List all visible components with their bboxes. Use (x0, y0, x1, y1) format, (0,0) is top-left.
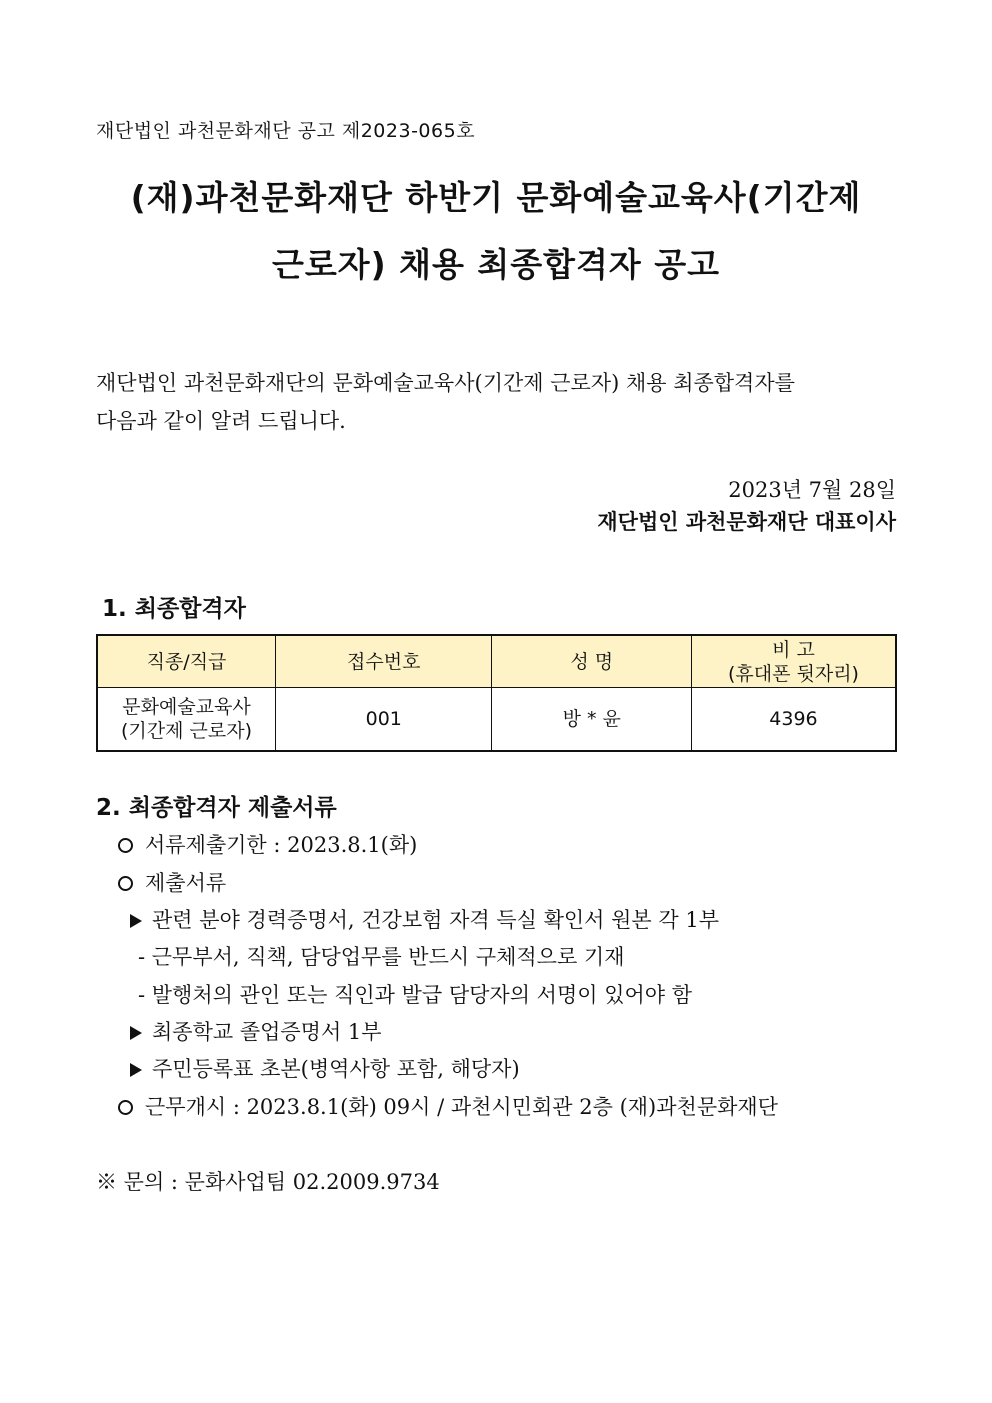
page-title-line-2: 근로자) 채용 최종합격자 공고 (271, 245, 721, 284)
announcement-date: 2023년 7월 28일 (728, 478, 896, 502)
cell-job-title-line-2: (기간제 근로자) (121, 720, 253, 742)
header-job-title: 직종/직급 (97, 635, 276, 688)
section-1-heading: 1. 최종합격자 (102, 596, 246, 622)
header-remarks-line-1: 비 고 (772, 638, 815, 661)
open-circle-icon (118, 838, 133, 853)
cell-name: 방 * 윤 (492, 688, 691, 752)
intro-line-2: 다음과 같이 알려 드립니다. (96, 409, 346, 433)
page-title-line-1: (재)과천문화재단 하반기 문화예술교육사(기간제 (130, 178, 862, 217)
header-remarks-line-2: (휴대폰 뒷자리) (727, 662, 859, 685)
cell-application-number: 001 (276, 688, 492, 752)
open-circle-icon (118, 1100, 133, 1115)
cell-job-title (97, 688, 276, 752)
header-name: 성 명 (492, 635, 691, 688)
right-triangle-icon (130, 1026, 142, 1040)
cell-job-title-line-1: 문화예술교육사 (122, 696, 251, 718)
list-item: - 발행처의 관인 또는 직인과 발급 담당자의 서명이 있어야 함 (138, 983, 693, 1007)
list-item-text: 관련 분야 경력증명서, 건강보험 자격 득실 확인서 원본 각 1부 (152, 908, 719, 932)
list-item (130, 1016, 382, 1046)
intro-paragraph (96, 364, 898, 440)
list-item-text: 서류제출기한 : 2023.8.1(화) (145, 833, 418, 857)
list-item (130, 904, 719, 934)
header-application-number: 접수번호 (276, 635, 492, 688)
cell-remarks: 4396 (691, 688, 896, 752)
list-item: - 근무부서, 직책, 담당업무를 반드시 구체적으로 기재 (138, 945, 625, 969)
section-2-heading: 2. 최종합격자 제출서류 (96, 795, 337, 821)
list-item (118, 867, 226, 897)
table-row (97, 688, 896, 752)
list-item-text: 제출서류 (145, 871, 227, 895)
final-candidates-table (96, 634, 897, 752)
list-item (118, 1091, 778, 1121)
right-triangle-icon (130, 1063, 142, 1077)
table-header-row (97, 635, 896, 688)
right-triangle-icon (130, 914, 142, 928)
list-item-text: 근무개시 : 2023.8.1(화) 09시 / 과천시민회관 2층 (재)과천문화재단 (145, 1095, 778, 1119)
list-item-text: 주민등록표 초본(병역사항 포함, 해당자) (152, 1057, 520, 1081)
contact-info: ※ 문의 : 문화사업팀 02.2009.9734 (96, 1170, 440, 1194)
open-circle-icon (118, 876, 133, 891)
intro-line-1: 재단법인 과천문화재단의 문화예술교육사(기간제 근로자) 채용 최종합격자를 (96, 371, 795, 395)
list-item (130, 1053, 520, 1083)
notice-number: 재단법인 과천문화재단 공고 제2023-065호 (96, 120, 476, 142)
list-item (118, 829, 417, 859)
list-item-text: 최종학교 졸업증명서 1부 (152, 1020, 382, 1044)
header-remarks (691, 635, 896, 688)
issuing-organization: 재단법인 과천문화재단 대표이사 (597, 509, 896, 534)
